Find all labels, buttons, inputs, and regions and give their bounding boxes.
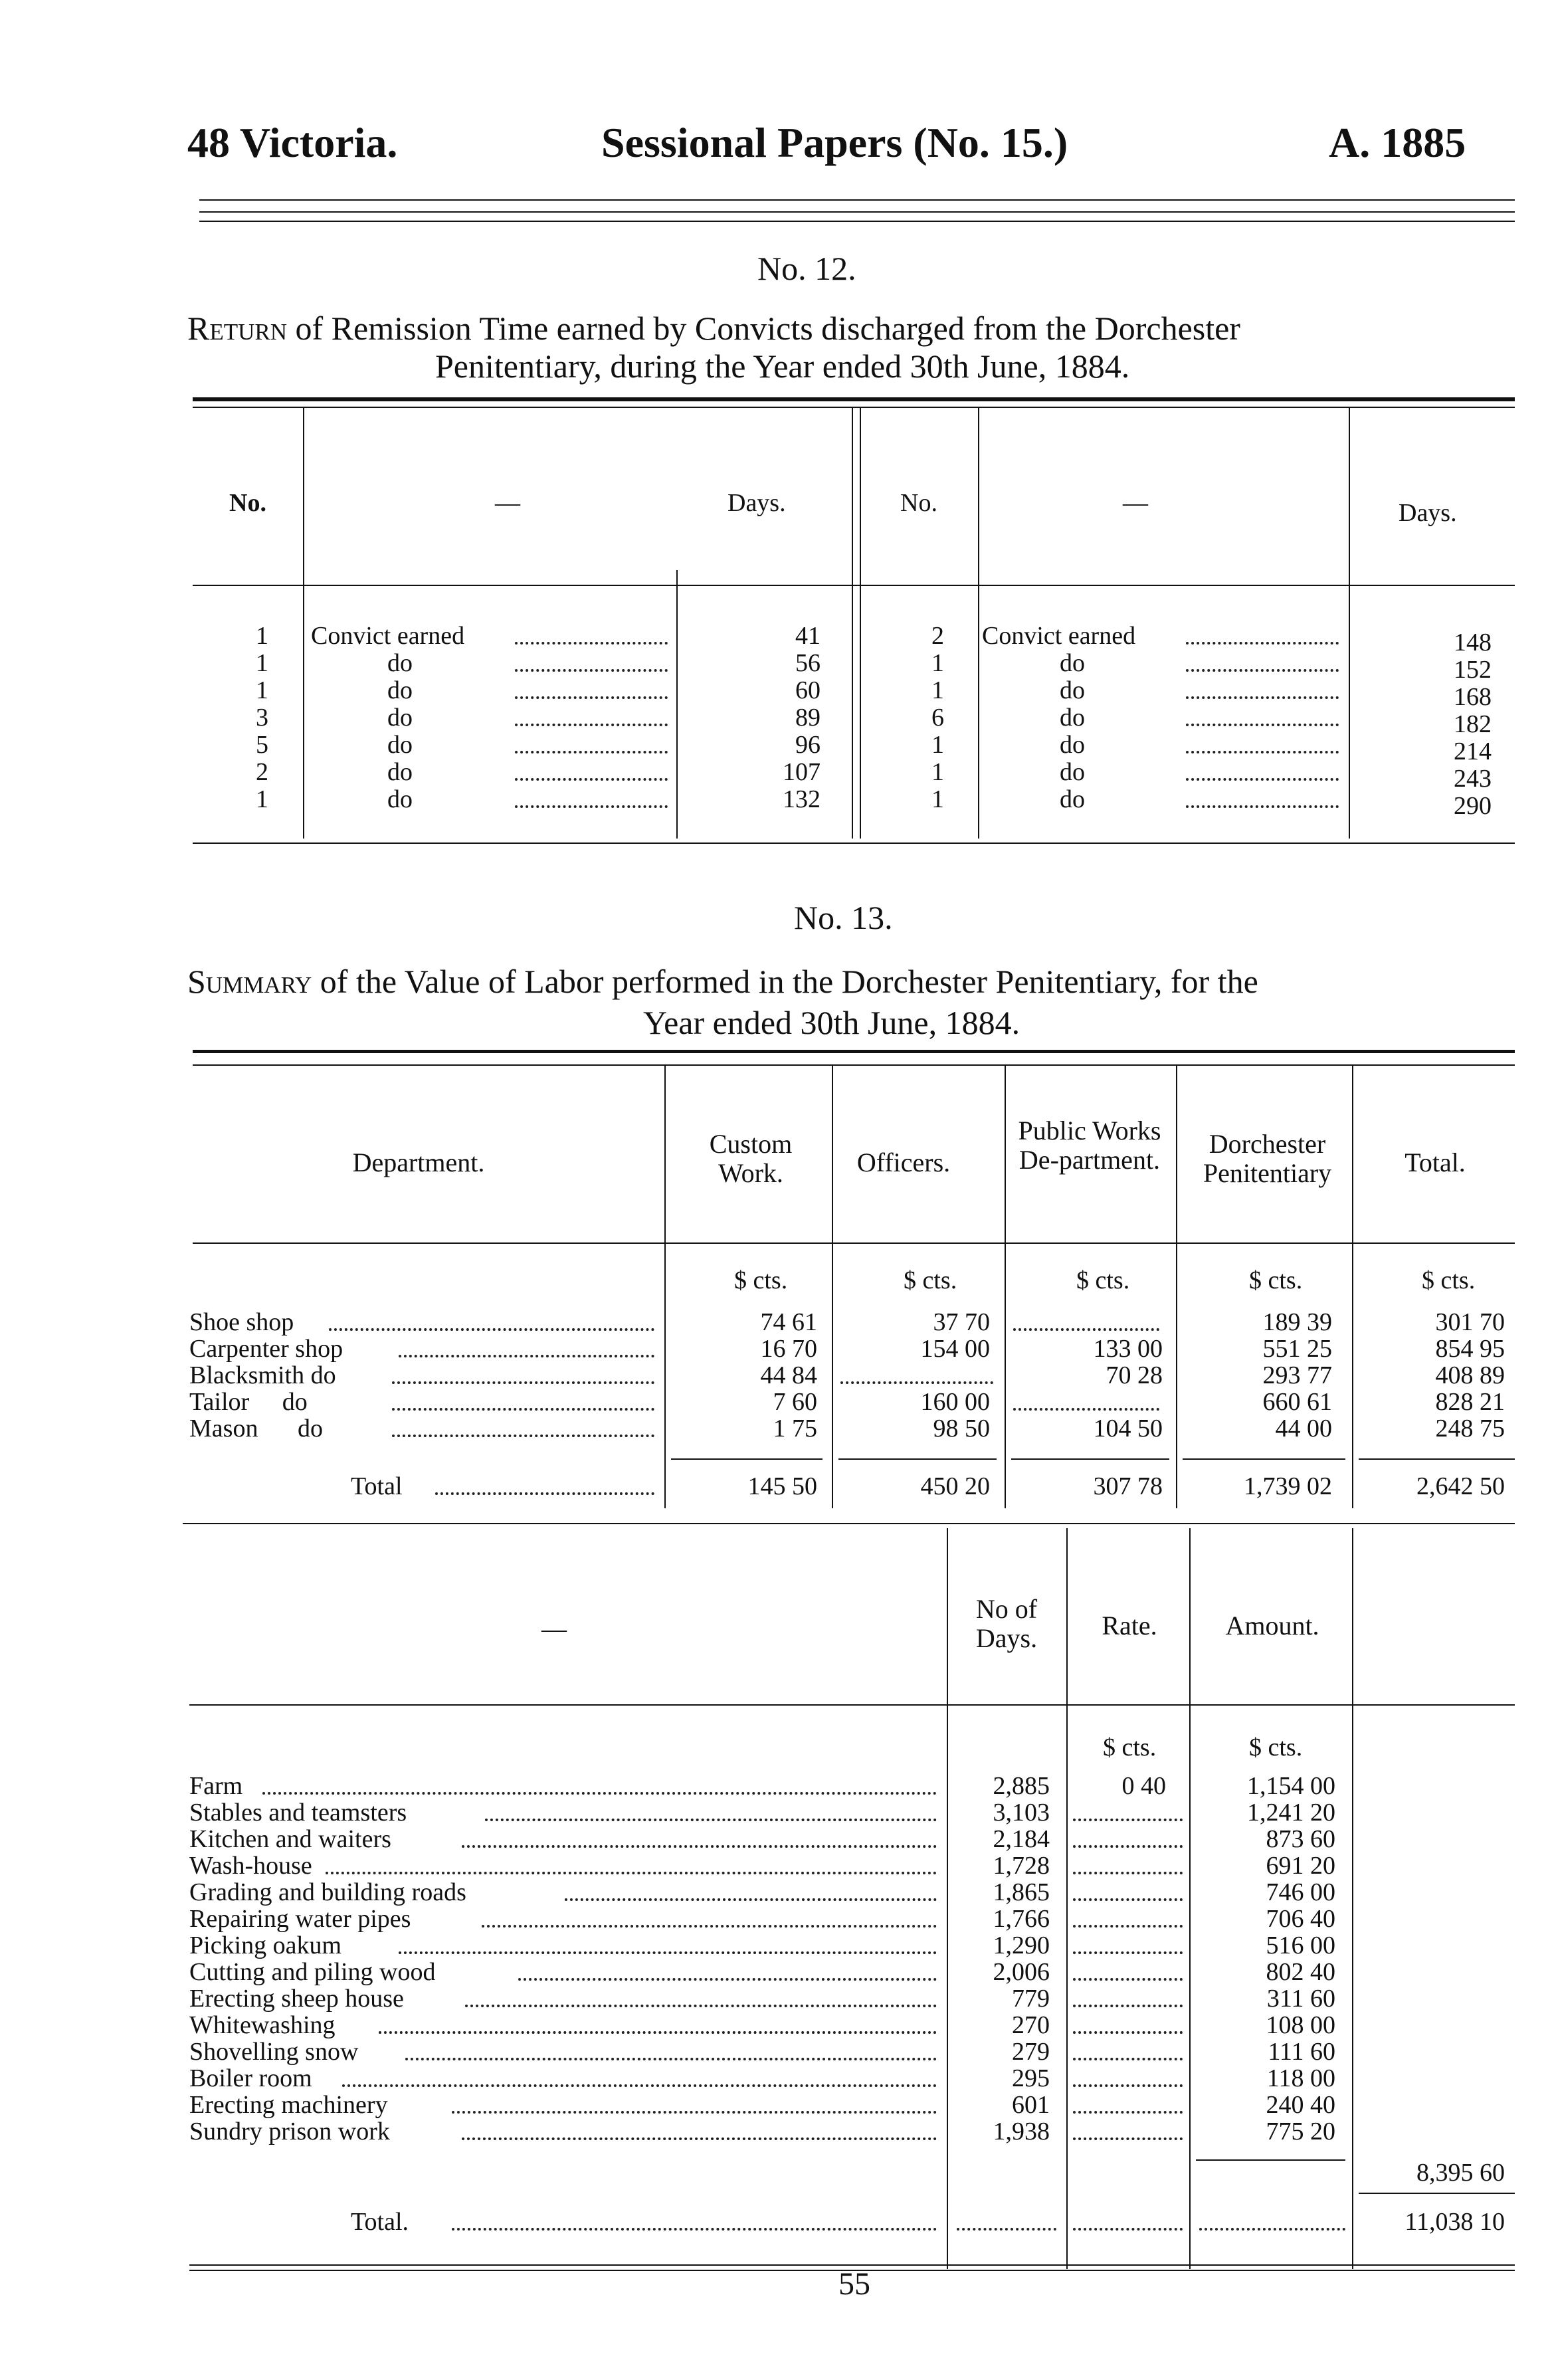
row-label: Erecting sheep house xyxy=(189,1985,404,2013)
row-no: 1 xyxy=(256,676,268,704)
row-leader xyxy=(1186,669,1339,672)
table12-col-dash-left: — xyxy=(495,489,520,517)
table13-top-rule-2 xyxy=(193,1064,1515,1066)
labor-subtotal-rule xyxy=(1359,2193,1515,2194)
row-days: 779 xyxy=(1012,1985,1050,2013)
row-label: Convict earned xyxy=(982,622,1136,650)
row-leader xyxy=(462,1845,937,1848)
row-leader-public xyxy=(1013,1408,1159,1411)
row-total: 248 75 xyxy=(1435,1415,1505,1442)
table13-vline-5 xyxy=(1352,1064,1353,1508)
row-amount: 240 40 xyxy=(1266,2091,1335,2119)
row-custom: 7 60 xyxy=(773,1388,817,1416)
row-leader-officers xyxy=(840,1381,993,1384)
labor-col-rate: Rate. xyxy=(1102,1611,1157,1640)
row-label: Boiler room xyxy=(189,2064,312,2092)
row-total: 408 89 xyxy=(1435,1361,1505,1389)
table13-unit-total: $ cts. xyxy=(1422,1266,1476,1294)
header-rule-2 xyxy=(199,211,1515,213)
row-no: 6 xyxy=(931,704,944,732)
table13-sum-rule-4 xyxy=(1183,1458,1345,1460)
row-leader xyxy=(1186,805,1339,808)
row-label: Picking oakum xyxy=(189,1932,342,1959)
row-dorchester: 44 00 xyxy=(1275,1415,1332,1442)
total-total: 2,642 50 xyxy=(1416,1472,1505,1500)
row-label: Convict earned xyxy=(311,622,465,650)
row-no: 1 xyxy=(256,785,268,813)
row-days: 89 xyxy=(795,704,821,732)
row-label: do xyxy=(1060,649,1085,677)
table12-vline-2 xyxy=(676,570,678,839)
row-leader xyxy=(1186,751,1339,753)
row-days: 1,728 xyxy=(993,1852,1050,1880)
row-dept: Blacksmith do xyxy=(189,1361,336,1389)
table13-sum-rule-1 xyxy=(671,1458,823,1460)
table13-vline-4 xyxy=(1176,1064,1177,1508)
row-rate: 0 40 xyxy=(1121,1772,1166,1800)
row-label: do xyxy=(1060,785,1085,813)
row-days: 1,938 xyxy=(993,2118,1050,2145)
row-leader-public xyxy=(1013,1328,1159,1331)
labor-unit-amount: $ cts. xyxy=(1249,1734,1303,1761)
row-label: do xyxy=(1060,704,1085,732)
header-right: A. 1885 xyxy=(1329,119,1466,166)
row-leader xyxy=(392,1435,654,1437)
row-leader xyxy=(1186,642,1339,645)
header-left: 48 Victoria. xyxy=(187,119,398,166)
table13-vline-2 xyxy=(832,1064,833,1508)
row-label: do xyxy=(1060,758,1085,786)
table13-vline-3 xyxy=(1005,1064,1006,1508)
row-officers: 37 70 xyxy=(933,1308,990,1336)
row-label: Wash-house xyxy=(189,1852,312,1880)
row-label: do xyxy=(387,704,413,732)
table13-sum-rule-2 xyxy=(838,1458,997,1460)
row-days: 41 xyxy=(795,622,821,650)
total-custom: 145 50 xyxy=(747,1472,817,1500)
row-leader xyxy=(515,751,668,753)
table13-sum-rule-3 xyxy=(1011,1458,1169,1460)
row-officers: 154 00 xyxy=(920,1335,990,1363)
row-days: 214 xyxy=(1454,738,1492,765)
row-leader xyxy=(515,805,668,808)
row-dorchester: 293 77 xyxy=(1262,1361,1332,1389)
row-days: 96 xyxy=(795,731,821,759)
table13-title-line1 xyxy=(187,962,1258,1001)
row-leader xyxy=(462,2137,937,2140)
row-leader xyxy=(465,2005,937,2007)
labor-vline-2 xyxy=(1066,1528,1068,2269)
row-leader xyxy=(342,2084,937,2087)
row-amount: 746 00 xyxy=(1266,1878,1335,1906)
table13-unit-officers: $ cts. xyxy=(904,1266,957,1294)
row-leader-rate xyxy=(1073,1925,1183,1928)
row-days: 279 xyxy=(1012,2038,1050,2066)
row-amount: 706 40 xyxy=(1266,1905,1335,1933)
row-no: 2 xyxy=(256,758,268,786)
row-custom: 74 61 xyxy=(760,1308,817,1336)
table13-unit-public: $ cts. xyxy=(1076,1266,1130,1294)
row-dept: Tailor do xyxy=(189,1388,308,1416)
row-leader xyxy=(392,1381,654,1384)
row-amount: 1,241 20 xyxy=(1247,1799,1335,1827)
row-leader xyxy=(329,1328,654,1331)
row-days: 2,006 xyxy=(993,1958,1050,1986)
labor-col-days: No of Days. xyxy=(975,1594,1038,1653)
row-leader xyxy=(1186,724,1339,726)
row-no: 1 xyxy=(931,676,944,704)
row-days: 601 xyxy=(1012,2091,1050,2119)
table12-col-no-right: No. xyxy=(900,489,937,517)
labor-total-leader-rate xyxy=(1073,2228,1183,2231)
row-leader-rate xyxy=(1073,2137,1183,2140)
row-leader xyxy=(326,1872,937,1874)
row-leader-rate xyxy=(1073,1978,1183,1981)
row-label: Stables and teamsters xyxy=(189,1799,407,1827)
row-days: 132 xyxy=(783,785,821,813)
row-leader xyxy=(392,1408,654,1411)
row-label: Whitewashing xyxy=(189,2011,336,2039)
table13-col-public: Public Works De-partment. xyxy=(1018,1116,1161,1175)
table12-title-rest: of Remission Time earned by Convicts discharged from the Dorchester xyxy=(295,310,1240,347)
row-leader xyxy=(565,1898,937,1901)
row-days: 148 xyxy=(1454,629,1492,656)
table12-number: No. 12. xyxy=(757,250,856,287)
table12-vline-4 xyxy=(860,407,861,839)
row-leader xyxy=(515,669,668,672)
row-label: Cutting and piling wood xyxy=(189,1958,436,1986)
row-public: 104 50 xyxy=(1093,1415,1163,1442)
row-days: 1,766 xyxy=(993,1905,1050,1933)
table12-vline-5 xyxy=(978,407,979,839)
row-leader xyxy=(515,696,668,699)
row-leader-rate xyxy=(1073,1872,1183,1874)
table13-unit-dorchester: $ cts. xyxy=(1249,1266,1303,1294)
row-no: 1 xyxy=(256,649,268,677)
table13-sum-rule-5 xyxy=(1359,1458,1515,1460)
row-days: 168 xyxy=(1454,683,1492,711)
table12-top-rule xyxy=(193,397,1515,401)
labor-total-leader-days xyxy=(957,2228,1056,2231)
row-days: 270 xyxy=(1012,2011,1050,2039)
row-days: 3,103 xyxy=(993,1799,1050,1827)
table12-vline-3 xyxy=(852,407,853,839)
row-leader xyxy=(399,1951,937,1954)
row-leader xyxy=(452,2111,937,2114)
row-days: 182 xyxy=(1454,710,1492,738)
labor-vline-4 xyxy=(1352,1528,1353,2269)
labor-header-rule xyxy=(189,1704,1515,1706)
row-total: 854 95 xyxy=(1435,1335,1505,1363)
row-no: 3 xyxy=(256,704,268,732)
table13-top-rule xyxy=(193,1050,1515,1053)
row-leader xyxy=(515,724,668,726)
total-label: Total xyxy=(351,1472,403,1500)
row-amount: 802 40 xyxy=(1266,1958,1335,1986)
row-label: do xyxy=(387,758,413,786)
row-officers: 98 50 xyxy=(933,1415,990,1442)
row-label: Erecting machinery xyxy=(189,2091,388,2119)
row-amount: 311 60 xyxy=(1266,1985,1335,2013)
table13-title-line2: Year ended 30th June, 1884. xyxy=(643,1004,1020,1041)
row-leader-rate xyxy=(1073,1845,1183,1848)
row-days: 2,184 xyxy=(993,1825,1050,1853)
total-dorchester: 1,739 02 xyxy=(1244,1472,1332,1500)
table13-header-rule xyxy=(193,1242,1515,1244)
row-label: do xyxy=(387,731,413,759)
row-label: Kitchen and waiters xyxy=(189,1825,391,1853)
row-leader-rate xyxy=(1073,1951,1183,1954)
row-leader xyxy=(485,1819,937,1821)
labor-total-value: 11,038 10 xyxy=(1405,2208,1505,2236)
table12-col-days-left: Days. xyxy=(727,489,786,517)
total-public: 307 78 xyxy=(1093,1472,1163,1500)
row-leader-rate xyxy=(1073,2031,1183,2034)
row-dorchester: 189 39 xyxy=(1262,1308,1332,1336)
labor-vline-3 xyxy=(1189,1528,1191,2269)
row-leader xyxy=(379,2031,937,2034)
row-no: 1 xyxy=(931,758,944,786)
row-public: 70 28 xyxy=(1106,1361,1163,1389)
header-center: Sessional Papers (No. 15.) xyxy=(601,119,1068,166)
row-leader-rate xyxy=(1073,2084,1183,2087)
row-no: 5 xyxy=(256,731,268,759)
row-days: 2,885 xyxy=(993,1772,1050,1800)
table12-title-line1 xyxy=(187,309,1240,347)
row-leader xyxy=(1186,696,1339,699)
labor-vline-1 xyxy=(947,1528,948,2269)
row-amount: 111 60 xyxy=(1268,2038,1335,2066)
row-total: 301 70 xyxy=(1435,1308,1505,1336)
row-custom: 1 75 xyxy=(773,1415,817,1442)
labor-total-leader xyxy=(452,2228,937,2231)
row-amount: 775 20 xyxy=(1266,2118,1335,2145)
table12-title-lead: Return xyxy=(187,310,288,347)
row-label: Repairing water pipes xyxy=(189,1905,411,1933)
row-leader xyxy=(1186,778,1339,781)
row-leader xyxy=(262,1792,937,1795)
table13-col-department: Department. xyxy=(352,1147,485,1177)
row-dept: Shoe shop xyxy=(189,1308,294,1336)
row-days: 1,865 xyxy=(993,1878,1050,1906)
row-leader-rate xyxy=(1073,2111,1183,2114)
table13-unit-custom: $ cts. xyxy=(734,1266,788,1294)
row-officers: 160 00 xyxy=(920,1388,990,1416)
row-amount: 108 00 xyxy=(1266,2011,1335,2039)
row-custom: 44 84 xyxy=(760,1361,817,1389)
row-label: do xyxy=(387,676,413,704)
labor-subtotal: 8,395 60 xyxy=(1416,2159,1505,2187)
row-no: 1 xyxy=(931,731,944,759)
row-dorchester: 551 25 xyxy=(1262,1335,1332,1363)
row-label: Sundry prison work xyxy=(189,2118,390,2145)
row-leader xyxy=(518,1978,937,1981)
row-leader xyxy=(515,778,668,781)
row-amount: 516 00 xyxy=(1266,1932,1335,1959)
row-leader-rate xyxy=(1073,1819,1183,1821)
table12-col-no-left: No. xyxy=(229,489,266,517)
table12-vline-1 xyxy=(303,407,304,839)
row-dorchester: 660 61 xyxy=(1262,1388,1332,1416)
table13-col-total: Total. xyxy=(1405,1147,1466,1177)
labor-total-label: Total. xyxy=(351,2208,409,2236)
table12-col-days-right: Days. xyxy=(1399,499,1457,527)
row-days: 1,290 xyxy=(993,1932,1050,1959)
table13-title-rest: of the Value of Labor performed in the Dorchester Penitentiary, for the xyxy=(320,963,1258,1000)
row-label: Farm xyxy=(189,1772,243,1800)
row-no: 1 xyxy=(931,785,944,813)
row-days: 56 xyxy=(795,649,821,677)
row-days: 290 xyxy=(1454,792,1492,820)
row-days: 152 xyxy=(1454,656,1492,684)
table13-col-officers: Officers. xyxy=(856,1147,951,1177)
table13-bottom-rule xyxy=(183,1523,1515,1524)
total-leader xyxy=(435,1492,654,1495)
row-custom: 16 70 xyxy=(760,1335,817,1363)
row-label: do xyxy=(1060,676,1085,704)
labor-unit-rate: $ cts. xyxy=(1103,1734,1157,1761)
row-days: 107 xyxy=(783,758,821,786)
row-leader xyxy=(482,1925,937,1928)
table13-title-lead: Summary xyxy=(187,963,312,1000)
table12-title-line2: Penitentiary, during the Year ended 30th June, 1884. xyxy=(435,347,1130,385)
labor-col-dash: — xyxy=(541,1615,567,1643)
row-amount: 691 20 xyxy=(1266,1852,1335,1880)
table12-vline-6 xyxy=(1349,407,1350,839)
row-leader xyxy=(405,2058,937,2060)
table13-col-custom: Custom Work. xyxy=(709,1129,793,1188)
total-officers: 450 20 xyxy=(920,1472,990,1500)
table12-top-rule-2 xyxy=(193,407,1515,408)
row-no: 2 xyxy=(931,622,944,650)
row-leader xyxy=(515,642,668,645)
row-days: 295 xyxy=(1012,2064,1050,2092)
row-label: Shovelling snow xyxy=(189,2038,359,2066)
row-leader-rate xyxy=(1073,2058,1183,2060)
table13-number: No. 13. xyxy=(794,899,893,936)
row-label: do xyxy=(1060,731,1085,759)
row-dept: Carpenter shop xyxy=(189,1335,343,1363)
row-label: do xyxy=(387,785,413,813)
row-amount: 118 00 xyxy=(1266,2064,1335,2092)
row-leader-rate xyxy=(1073,2005,1183,2007)
labor-col-amount: Amount. xyxy=(1225,1611,1319,1640)
header-rule-1 xyxy=(199,199,1515,201)
table12-header-rule xyxy=(193,585,1515,586)
row-days: 60 xyxy=(795,676,821,704)
labor-amount-sum-rule xyxy=(1196,2159,1345,2161)
row-no: 1 xyxy=(256,622,268,650)
table12-bottom-rule xyxy=(193,843,1515,844)
table12-col-dash-right: — xyxy=(1123,489,1148,517)
row-days: 243 xyxy=(1454,765,1492,793)
row-leader-rate xyxy=(1073,1898,1183,1901)
row-public: 133 00 xyxy=(1093,1335,1163,1363)
header-rule-3 xyxy=(199,221,1515,222)
row-label: do xyxy=(387,649,413,677)
row-leader xyxy=(399,1355,654,1357)
row-dept: Mason do xyxy=(189,1415,323,1442)
row-total: 828 21 xyxy=(1435,1388,1505,1416)
table13-col-dorchester: Dorchester Penitentiary xyxy=(1203,1129,1332,1188)
table13-vline-1 xyxy=(664,1064,666,1508)
page-number: 55 xyxy=(838,2266,870,2302)
row-no: 1 xyxy=(931,649,944,677)
labor-total-leader-amount xyxy=(1199,2228,1345,2231)
row-label: Grading and building roads xyxy=(189,1878,466,1906)
row-amount: 1,154 00 xyxy=(1247,1772,1335,1800)
row-amount: 873 60 xyxy=(1266,1825,1335,1853)
